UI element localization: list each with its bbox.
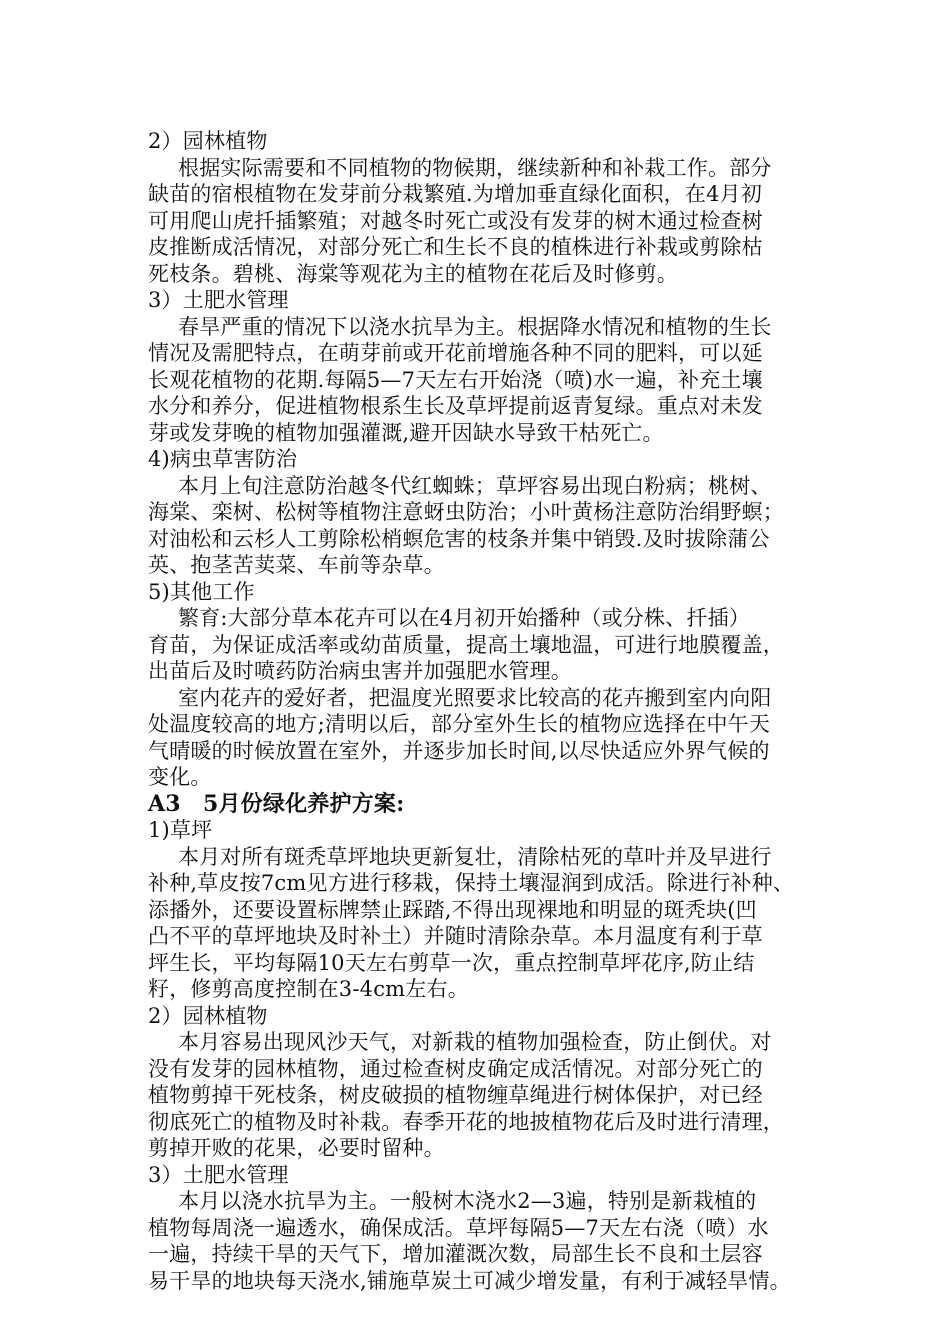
paragraph-line: 籽，修剪高度控制在3-4cm左右。 — [148, 977, 469, 1001]
paragraph-line: 坪生长，平均每隔10天左右剪草一次，重点控制草坪花序,防止结 — [148, 950, 755, 975]
paragraph-line: 可用爬山虎扦插繁殖；对越冬时死亡或没有发芽的树木通过检查树 — [148, 208, 763, 233]
section-heading: 1)草坪 — [148, 818, 213, 842]
paragraph-line: 育苗，为保证成活率或幼苗质量，提高土壤地温，可进行地膜覆盖， — [148, 632, 784, 657]
paragraph-line: 死枝条。碧桃、海棠等观花为主的植物在花后及时修剪。 — [148, 261, 678, 286]
paragraph-line: 没有发芽的园林植物，通过检查树皮确定成活情况。对部分死亡的 — [148, 1056, 763, 1081]
paragraph-line: 本月容易出现风沙天气，对新栽的植物加强检查，防止倒伏。对 — [178, 1030, 772, 1054]
paragraph-line: 缺苗的宿根植物在发芽前分栽繁殖.为增加垂直绿化面积，在4月初 — [148, 182, 763, 206]
paragraph-line: 本月对所有斑秃草坪地块更新复壮，清除枯死的草叶并及早进行 — [178, 844, 772, 869]
paragraph-line: 添播外，还要设置标牌禁止踩踏,不得出现裸地和明显的斑秃块(凹 — [148, 897, 757, 922]
section-heading: 3）土肥水管理 — [148, 1162, 289, 1187]
chapter-heading: A3 5月份绿化养护方案: — [148, 790, 405, 817]
paragraph-line: 植物每周浇一遍透水，确保成活。草坪每隔5—7天左右浇（喷）水 — [148, 1215, 769, 1240]
paragraph-line: 水分和养分，促进植物根系生长及草坪提前返青复绿。重点对未发 — [148, 394, 763, 418]
paragraph-line: 变化。 — [148, 765, 212, 789]
section-heading: 2）园林植物 — [148, 129, 268, 153]
paragraph-line: 一遍，持续干旱的天气下，增加灌溉次数，局部生长不良和土层容 — [148, 1242, 763, 1266]
paragraph-line: 情况及需肥特点，在萌芽前或开花前增施各种不同的肥料，可以延 — [148, 341, 763, 365]
paragraph-line: 芽或发芽晚的植物加强灌溉,避开因缺水导致干枯死亡。 — [148, 420, 664, 445]
paragraph-line: 根据实际需要和不同植物的物候期，继续新种和补栽工作。部分 — [178, 155, 772, 180]
document-body — [148, 128, 820, 1294]
paragraph-line: 处温度较高的地方;清明以后，部分室外生长的植物应选择在中午天 — [148, 712, 771, 736]
paragraph-line: 补种,草皮按7cm见方进行移栽，保持土壤湿润到成活。除进行补种、 — [148, 871, 795, 895]
paragraph-line: 春旱严重的情况下以浇水抗旱为主。根据降水情况和植物的生长 — [178, 314, 772, 339]
paragraph-line: 对油松和云杉人工剪除松梢螟危害的枝条并集中销毁.及时拔除蒲公 — [148, 526, 770, 551]
paragraph-line: 气晴暖的时候放置在室外，并逐步加长时间,以尽快适应外界气候的 — [148, 738, 770, 763]
section-heading: 2）园林植物 — [148, 1003, 268, 1028]
paragraph-line: 皮推断成活情况，对部分死亡和生长不良的植株进行补栽或剪除枯 — [148, 235, 763, 259]
paragraph-line: 彻底死亡的植物及时补栽。春季开花的地披植物花后及时进行清理， — [148, 1109, 784, 1134]
paragraph-line: 英、抱茎苦荬菜、车前等杂草。 — [148, 553, 445, 577]
paragraph-line: 繁育:大部分草本花卉可以在4月初开始播种（或分株、扦插） — [178, 606, 751, 630]
section-heading: 4)病虫草害防治 — [148, 447, 298, 471]
paragraph-line: 长观花植物的花期.每隔5—7天左右开始浇（喷)水一遍，补充土壤 — [148, 367, 763, 392]
paragraph-line: 室内花卉的爱好者，把温度光照要求比较高的花卉搬到室内向阳 — [178, 685, 772, 710]
section-heading: 5)其他工作 — [148, 579, 255, 604]
paragraph-line: 剪掉开败的花果，必要时留种。 — [148, 1136, 445, 1160]
paragraph-line: 出苗后及时喷药防治病虫害并加强肥水管理。 — [148, 659, 572, 683]
paragraph-line: 植物剪掉干死枝条，树皮破损的植物缠草绳进行树体保护，对已经 — [148, 1083, 763, 1107]
paragraph-line: 本月上旬注意防治越冬代红蜘蛛；草坪容易出现白粉病；桃树、 — [178, 473, 772, 498]
paragraph-line: 海棠、栾树、松树等植物注意蚜虫防治；小叶黄杨注意防治绢野螟； — [148, 500, 784, 524]
paragraph-line: 易干旱的地块每天浇水,铺施草炭土可减少增发量，有利于减轻旱情。 — [148, 1268, 791, 1293]
paragraph-line: 本月以浇水抗旱为主。一般树木浇水2—3遍，特别是新栽植的 — [178, 1189, 757, 1213]
paragraph-line: 凸不平的草坪地块及时补土）并随时清除杂草。本月温度有利于草 — [148, 924, 763, 948]
section-heading: 3）土肥水管理 — [148, 288, 289, 312]
